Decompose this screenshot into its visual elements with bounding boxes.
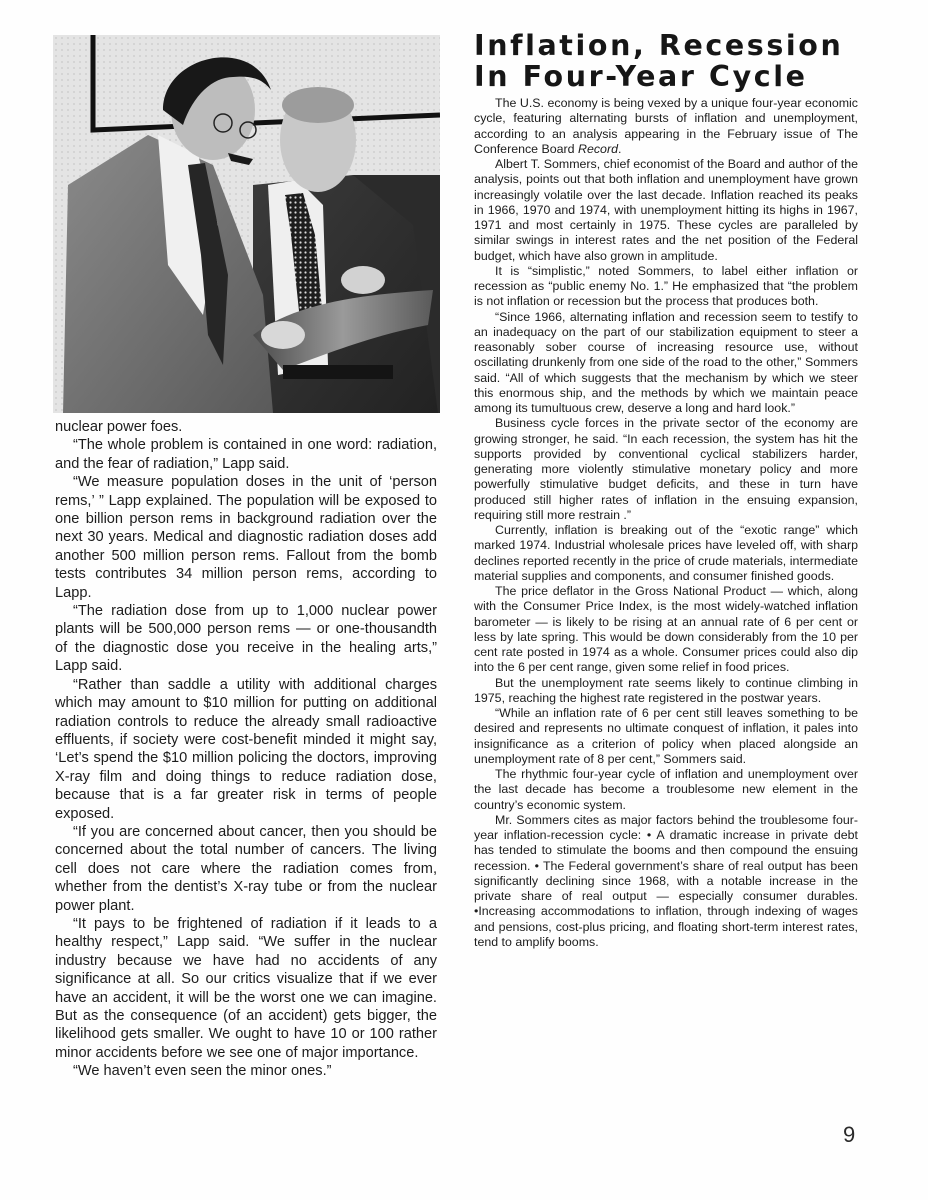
left-paragraph: “We measure population doses in the unit of ‘person rems,’ ” Lapp explained. The population will be exposed to one billion person rems in background radiation over the next 30 years. Medical and diagnostic radiation doses add another 500 million person rems. Fallout from the bomb tests contributes 34 million person rems, according to Lapp. [55,474,437,601]
headline-line-1: Inflation, Recession [474,29,844,62]
article-paragraph: The price deflator in the Gross National Product — which, along with the Consumer Price Index, is the most widely-watched inflation barometer — is likely to be rising at an annual rate of 6 per cent or less by late spring. This would be down considerably from the 10 per cent rate posted in 1974 as a whole. Consumer prices could also dip into the 6 per cent range, given some relief in food prices. [474,584,858,675]
article-paragraph: Business cycle forces in the private sector of the economy are growing stronger, he said. “In each recession, the system has hit the supports provided by conventional cyclical stabilizers harder, generating more violently stimulative monetary policy and more powerfully stimulative budget deficits, and these in turn have produced still higher rates of inflation in the ensuing expansion, requiring still more restrain .” [474,416,858,522]
article-paragraph: “Since 1966, alternating inflation and recession seem to testify to an inadequacy on the part of our stabilization equipment to steer a reasonably sober course of increasing resource use, without oscillating drunkenly from one side of the road to the other,” Sommers said. “All of which suggests that the mechanism by which we steer this enormous ship, and the methods by which we maintain peace among its tumultuous crew, deserve a long and hard look.” [474,309,858,415]
article-headline [474,30,858,92]
article-paragraph: Currently, inflation is breaking out of the “exotic range” which marked 1974. Industrial wholesale prices have leveled off, with sharp declines reported recently in the price of crude materials, intermediate material supplies and components, and consumer finished goods. [474,523,858,583]
publication-title: Record [578,141,618,156]
headline-line-2: In Four-Year Cycle [474,60,808,93]
left-paragraph: nuclear power foes. [55,419,183,435]
article-paragraph: But the unemployment rate seems likely to continue climbing in 1975, reaching the highest rate registered in the postwar years. [474,675,858,705]
article-body [474,96,858,950]
left-paragraph: “It pays to be frightened of radiation if it leads to a healthy respect,” Lapp said. “We suffer in the nuclear industry because we have had no accidents of any significance at all. So our critics visualize that if we ever have an accident, it will be the worst one we can imagine. But as the consequence (of an accident) gets bigger, the likelihood gets smaller. We ought to have 10 or 100 rather minor accidents before we see one of major importance. [55,915,437,1061]
article-paragraph [474,96,858,157]
article-paragraph: Mr. Sommers cites as major factors behind the troublesome four-year inflation-recession cycle: • A dramatic increase in private debt has tended to stimulate the booms and then compound the ensuing recession. • The Federal government’s share of real output has been significantly declining since 1968, with a notable increase in the private share of real output — especially consumer durables. •Increasing accommodations to inflation, through indexing of wages and pensions, cost-plus pricing, and floating short-term interest rates, tend to amplify booms. [474,812,858,949]
page-number: 9 [843,1122,856,1147]
left-column-article [55,418,437,1081]
left-paragraph: “Rather than saddle a utility with additional charges which may amount to $10 million for putting on additional radiation controls to reduce the already small radioactive effluents, if society were cost-benefit minded it might say, ‘Let’s spend the $10 million policing the doctors, improving X-ray film and doing things to reduce radiation dose, because that is a far greater risk in terms of people exposed. [55,676,437,822]
right-column-article [474,30,858,950]
article-paragraph: It is “simplistic,” noted Sommers, to label either inflation or recession as “public enemy No. 1.” He emphasized that “the problem is not inflation or recession but the process that produces both. [474,263,858,309]
paragraph-text: The U.S. economy is being vexed by a unique four-year economic cycle, featuring alternating bursts of inflation and unemployment, according to an analysis appearing in the February issue of The Conference Board [474,96,858,156]
left-paragraph: “The whole problem is contained in one word: radiation, and the fear of radiation,” Lapp said. [55,437,437,472]
left-paragraph: “The radiation dose from up to 1,000 nuclear power plants will be 500,000 person rems — or one-thousandth of the diagnostic dose you receive in the healing arts,” Lapp said. [55,603,437,675]
article-paragraph: “While an inflation rate of 6 per cent still leaves something to be desired and represents no ultimate conquest of inflation, it pales into insignificance as a criterion of policy when placed alongside an unemployment rate of 8 per cent,” Sommers said. [474,706,858,766]
left-paragraph: “We haven’t even seen the minor ones.” [73,1063,332,1080]
photo-illustration [53,35,440,413]
article-paragraph: Albert T. Sommers, chief economist of the Board and author of the analysis, points out that both inflation and unemployment have grown increasingly volatile over the last decade. Inflation reached its peaks in 1966, 1970 and 1974, with unemployment hitting its highs in 1967, 1971 and most certainly in 1975. These cycles are paralleled by similar swings in interest rates and the net position of the Federal budget, which have also grown in amplitude. [474,157,858,263]
photograph [53,35,440,413]
paragraph-text: . [617,141,622,156]
article-paragraph: The rhythmic four-year cycle of inflation and unemployment over the last decade has become a troublesome new element in the country’s economic system. [474,767,858,812]
left-paragraph: “If you are concerned about cancer, then you should be concerned about the total number of cancers. The living cell does not care where the radiation comes from, whether from the dentist’s X-ray tube or from the nuclear power plant. [55,823,437,914]
